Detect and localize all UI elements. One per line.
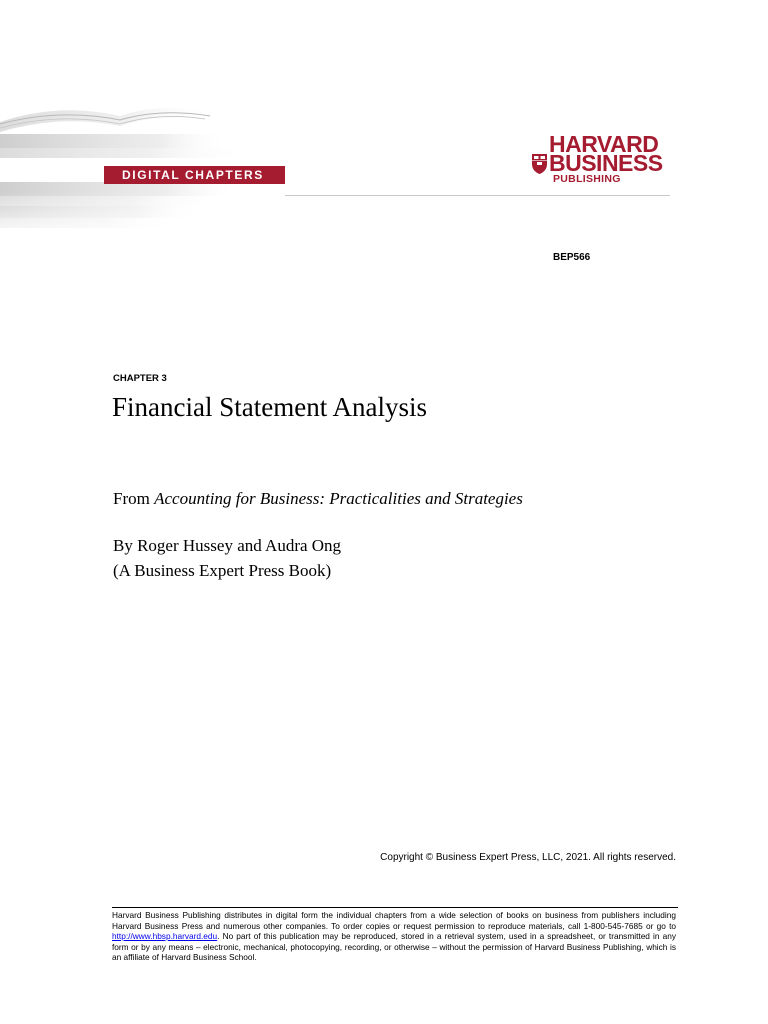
chapter-number: CHAPTER 3: [113, 373, 167, 384]
hbsp-link[interactable]: http://www.hbsp.harvard.edu: [112, 931, 218, 941]
source-book-title: Accounting for Business: Practicalities and Strategies: [154, 489, 523, 508]
footer-divider: [112, 907, 678, 908]
disclaimer-text-start: Harvard Business Publishing distributes in digital form the individual chapters from a wide selection of books on business from publishers including Harvard Business Press and numerous other companies. To order copies or request permission to reproduce materials, call 1-800-545-7685 or go to: [112, 910, 676, 931]
authors-line: By Roger Hussey and Audra Ong: [113, 536, 342, 555]
disclaimer-text-end: . No part of this publication may be reproduced, stored in a retrieval system, used in a spreadsheet, or transmitted in any form or by any means – electronic, mechanical, photocopying, recording, or otherwise – without the permission of Harvard Business Publishing, which is an affiliate of Harvard Business School.: [112, 931, 676, 962]
logo-text-business: BUSINESS: [549, 150, 663, 176]
product-code: BEP566: [553, 252, 591, 263]
books-illustration: [0, 72, 300, 242]
digital-chapters-banner: DIGITAL CHAPTERS: [104, 166, 285, 184]
header-divider: [285, 195, 670, 196]
source-prefix: From: [113, 489, 150, 508]
harvard-business-publishing-logo: [531, 133, 671, 185]
publisher-line: (A Business Expert Press Book): [113, 561, 332, 580]
chapter-title: Financial Statement Analysis: [112, 392, 427, 422]
footer-disclaimer: [112, 910, 676, 963]
copyright-notice: Copyright © Business Expert Press, LLC, 2021. All rights reserved.: [380, 852, 676, 863]
harvard-shield-icon: [531, 153, 548, 175]
logo-text-harvard: HARVARD: [549, 131, 659, 157]
logo-text-publishing: PUBLISHING: [553, 173, 621, 185]
source-book-line: [113, 489, 523, 509]
